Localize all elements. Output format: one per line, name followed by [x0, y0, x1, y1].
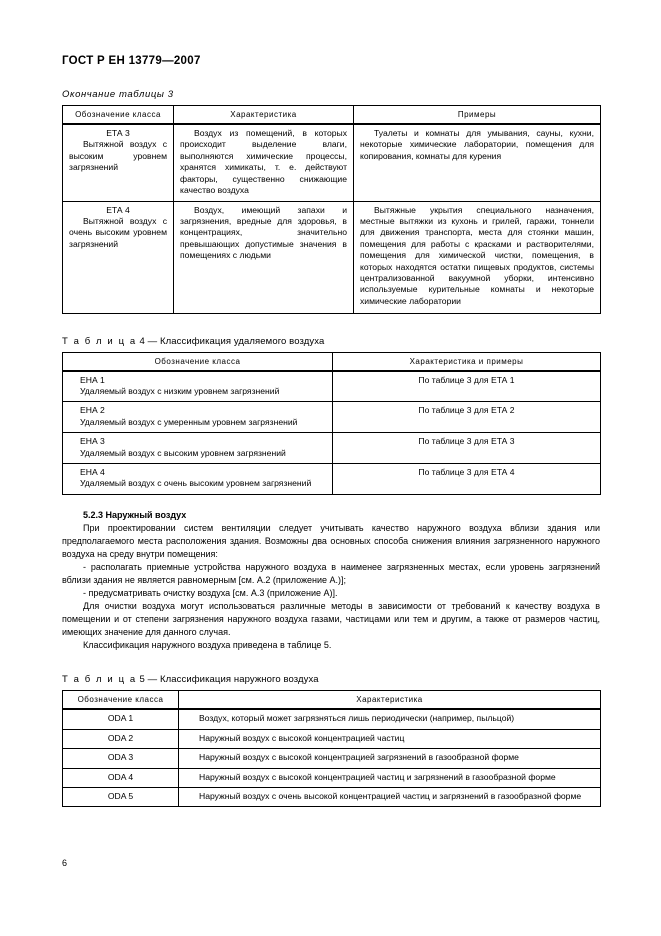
- table3-characteristic-text: Воздух из помещений, в которых происходит выделение влаги, выполняются химические процессы, хранятся химикаты, т. е. действуют факторы, существенно снижающие качество воздуха: [180, 128, 347, 196]
- table5-cell-class: ODA 5: [63, 788, 179, 807]
- table4-class-desc: Удаляемый воздух с высоким уровнем загрязнений: [80, 447, 286, 458]
- table5-description-text: Воздух, который может загрязняться лишь периодически (например, пыльцой): [199, 713, 515, 724]
- table5-description-text: Наружный воздух с высокой концентрацией частиц и загрязнений в газообразной форме: [199, 771, 556, 782]
- table4-header-characteristic: Характеристика и примеры: [333, 352, 601, 371]
- table3-class-code: ЕТА 3: [106, 128, 130, 138]
- table4-cell-value: По таблице 3 для ЕТА 3: [333, 433, 601, 464]
- table5-cell-description: [179, 729, 601, 748]
- table4-class-code: ЕНА 4: [80, 467, 105, 478]
- table5-cell-description: [179, 768, 601, 787]
- table-5: [62, 690, 601, 807]
- table3-header-characteristic: Характеристика: [174, 106, 354, 125]
- table4-class-code: ЕНА 3: [80, 436, 105, 447]
- table-3: [62, 105, 601, 314]
- section-bullet-2: - предусматривать очистку воздуха [см. А.3 (приложение А)].: [83, 588, 338, 599]
- table3-characteristic-text: Воздух, имеющий запахи и загрязнения, вредные для здоровья, в концентрациях, значительно превышающих допустимые значения в помещениях с людьми: [180, 204, 347, 261]
- table4-header-row: [63, 352, 601, 371]
- table5-cell-description: [179, 788, 601, 807]
- section-paragraph-2: Для очистки воздуха могут использоваться различные методы в зависимости от требований к качеству воздуха в помещении и от степени загрязнения наружного воздуха газами, частицами или тем и другим, а также от размеров частиц, имеющих значение для данного случая.: [62, 601, 600, 638]
- table-row: [63, 371, 601, 402]
- table4-caption-text: — Классификация удаляемого воздуха: [147, 335, 325, 347]
- table-row: [63, 729, 601, 748]
- table-row: [63, 709, 601, 729]
- section-paragraph-3: Классификация наружного воздуха приведена в таблице 5.: [83, 640, 332, 651]
- table5-cell-class: ODA 2: [63, 729, 179, 748]
- table-row: [63, 749, 601, 768]
- table3-class-desc: Вытяжной воздух с очень высоким уровнем загрязнений: [69, 215, 167, 249]
- table-row: [63, 464, 601, 495]
- table-row: [63, 788, 601, 807]
- table-row: [63, 402, 601, 433]
- table3-class-desc: Вытяжной воздух с высоким уровнем загрязнений: [69, 139, 167, 173]
- table5-cell-description: [179, 749, 601, 768]
- document-header: ГОСТ Р ЕН 13779—2007: [62, 55, 201, 67]
- table4-caption-label: Т а б л и ц а: [62, 335, 137, 347]
- table5-header-row: [63, 691, 601, 710]
- table4-cell-class: [63, 433, 333, 464]
- table5-description-text: Наружный воздух с высокой концентрацией частиц: [199, 732, 405, 743]
- table4-class-code: ЕНА 2: [80, 405, 105, 416]
- table5-cell-class: ODA 1: [63, 709, 179, 729]
- table4-class-code: ЕНА 1: [80, 374, 105, 385]
- table5-cell-class: ODA 4: [63, 768, 179, 787]
- section-paragraph-1: При проектировании систем вентиляции следует учитывать качество наружного воздуха вблизи здания или предполагаемого места расположения здания. Возможны два основных способа снижения влияния загрязненного наружного воздуха на среду внутри помещения:: [62, 522, 600, 559]
- table4-cell-class: [63, 402, 333, 433]
- table3-cell-class: [63, 124, 174, 201]
- table5-cell-description: [179, 709, 601, 729]
- table5-header-class: Обозначение класса: [63, 691, 179, 710]
- table3-examples-text: Туалеты и комнаты для умывания, сауны, кухни, некоторые химические лаборатории, помещения для копирования, комнаты для курения: [360, 128, 594, 161]
- table5-header-characteristic: Характеристика: [179, 691, 601, 710]
- table5-caption-text: — Классификация наружного воздуха: [147, 674, 319, 686]
- table5-caption-label: Т а б л и ц а: [62, 674, 137, 686]
- page-number: 6: [62, 858, 68, 868]
- section-heading: 5.2.3 Наружный воздух: [83, 509, 187, 520]
- table4-class-desc: Удаляемый воздух с умеренным уровнем загрязнений: [80, 416, 298, 427]
- table5-cell-class: ODA 3: [63, 749, 179, 768]
- table4-cell-value: По таблице 3 для ЕТА 4: [333, 464, 601, 495]
- table-row: [63, 433, 601, 464]
- table-row: [63, 768, 601, 787]
- table5-caption: [62, 674, 600, 685]
- table5-description-text: Наружный воздух с высокой концентрацией загрязнений в газообразной форме: [199, 752, 519, 763]
- table4-class-desc: Удаляемый воздух с низким уровнем загрязнений: [80, 385, 280, 396]
- table4-caption: [62, 336, 600, 347]
- table3-header-class: Обозначение класса: [63, 106, 174, 125]
- table4-cell-value: По таблице 3 для ЕТА 2: [333, 402, 601, 433]
- table5-description-text: Наружный воздух с очень высокой концентрацией частиц и загрязнений в газообразной форме: [199, 791, 582, 802]
- table-row: [63, 124, 601, 201]
- page-content: [62, 0, 600, 807]
- table3-cell-class: [63, 201, 174, 313]
- table3-header-examples: Примеры: [354, 106, 601, 125]
- table3-cell-examples: [354, 201, 601, 313]
- table4-class-desc: Удаляемый воздух с очень высоким уровнем загрязнений: [80, 478, 312, 489]
- table3-cell-examples: [354, 124, 601, 201]
- table-row: [63, 201, 601, 313]
- table4-cell-class: [63, 464, 333, 495]
- table3-examples-text: Вытяжные укрытия специального назначения, местные вытяжки из кухонь и грилей, гаражи, тоннели для движения транспорта, места для стоянки машин, помещения для работы с красками и растворителями, помещения для химической чистки, помещения, в которых находятся остатки пищевых продуктов, системы централизованной вакуумной уборки, интенсивно используемые курительные комнаты и некоторые химические лаборатории: [360, 204, 594, 306]
- table3-cell-characteristic: [174, 201, 354, 313]
- table4-cell-class: [63, 371, 333, 402]
- table5-caption-number: 5: [139, 674, 145, 686]
- table3-class-code: ЕТА 4: [106, 204, 130, 215]
- table3-cell-characteristic: [174, 124, 354, 201]
- table4-header-class: Обозначение класса: [63, 352, 333, 371]
- section-bullet-1: - располагать приемные устройства наружного воздуха в наименее загрязненных местах, если уровень загрязнений вблизи здания не является равномерным [см. А.2 (приложение А.)];: [62, 562, 600, 586]
- table4-cell-value: По таблице 3 для ЕТА 1: [333, 371, 601, 402]
- table3-header-row: [63, 106, 601, 125]
- table-4: [62, 352, 601, 495]
- table4-caption-number: 4: [139, 335, 145, 347]
- table3-caption: Окончание таблицы 3: [62, 89, 174, 100]
